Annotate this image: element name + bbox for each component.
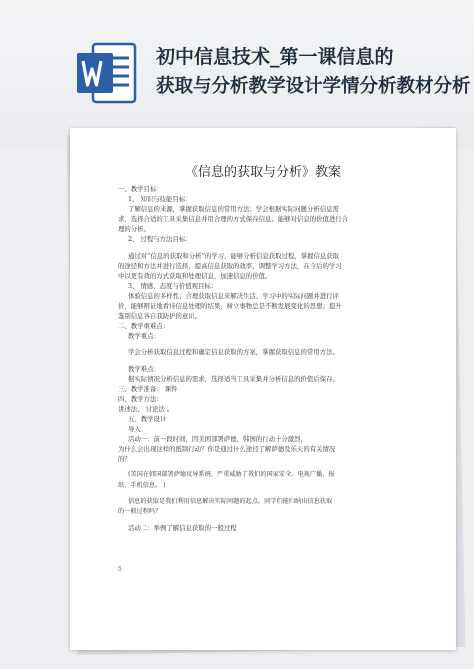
doc-line: 讲述法、 讨论法 。 [118,404,174,413]
doc-line: 教学重点： [128,332,160,341]
doc-line: 为什么会出现这样的抵制行动？你是通过什么途径了解萨德及乐天的有关情况 [118,445,336,454]
doc-line: 纸、手机信息。 ) [118,481,166,489]
doc-line: 通过对“信息的获取和分析”的学习，能够分析信息获取过程，掌握信息获取 [128,251,340,260]
word-document-icon [75,40,137,106]
doc-line: 中以更有效的方式获取和处理信息，加速信息的价值。 [118,271,272,280]
banner-title-line-2: 获取与分析教学设计学情分析教材分析 [156,76,471,97]
doc-line: 学会分析获取信息过程和确定信息获取的方案，掌握获取信息的常用方法。 [128,348,339,357]
banner-title-line-1: 初中信息技术_第一课信息的 [156,46,394,68]
doc-line: 鉴别信息各自我防护的意识。 [118,312,202,321]
doc-line: 2、 过程与方法目标： [128,235,192,244]
doc-line: 体验信息的多样性；合理获取信息来解决生活、学习中的实际问题并进行评 [128,291,339,300]
doc-line: 求，选择合适的工具采集信息并用合理的方式保存信息；能够对信息的价值进行合 [118,215,349,224]
document-page [70,128,456,650]
doc-line: 四、教学方法： [118,394,163,403]
document-title: 《信息的获取与分析》教案 [184,165,341,180]
doc-line: 的途径和方法并进行选择，提高信息获取的效率，调整学习方法，在今后的学习 [118,261,342,270]
doc-line: 二、教学重难点： [118,322,170,331]
doc-line: 五、教学设计 [128,414,167,423]
doc-line: 导入： [128,425,148,434]
doc-line: 教学难点： [128,364,160,373]
doc-line: 1、 知识与技能目标： [128,195,192,204]
page-number: 5 [118,566,122,573]
doc-line: 三、教学准备： 课件 [118,384,178,393]
doc-line: 的一般过程吗？ [118,507,162,515]
document-body [118,184,422,533]
doc-line: 3、 情感、态度与价值观目标： [128,281,218,290]
doc-line: 信息的获取是我们利用信息解决实际问题的起点，同学们能归纳出信息获取 [128,497,333,505]
doc-line: 价，能够辩证地看待信息处理的结果，树立事物总是不断发展变化的思想；提升 [118,302,342,311]
doc-line: 理的分析。 [118,225,150,234]
doc-line: 一、教学目标： [118,185,163,193]
doc-line: 了解信息的来源，掌握获取信息的常用方法；学会根据实际问题分析信息需 [128,205,339,214]
doc-line: (美国在韩国部署萨德反导系统，严重威胁了我们的国家安全。电视广播、报 [128,471,335,479]
doc-line: 的？ [118,455,131,464]
doc-line: 据实际情况分析信息的需求，选择适当工具采集并分析信息的价值后保存。 [128,374,339,383]
doc-line: 活动一：前一段时间，因美国部署萨德，韩国的行动十分激烈， [128,435,307,444]
doc-line: 活动二：举例了解信息获取的一般过程 [128,523,237,532]
